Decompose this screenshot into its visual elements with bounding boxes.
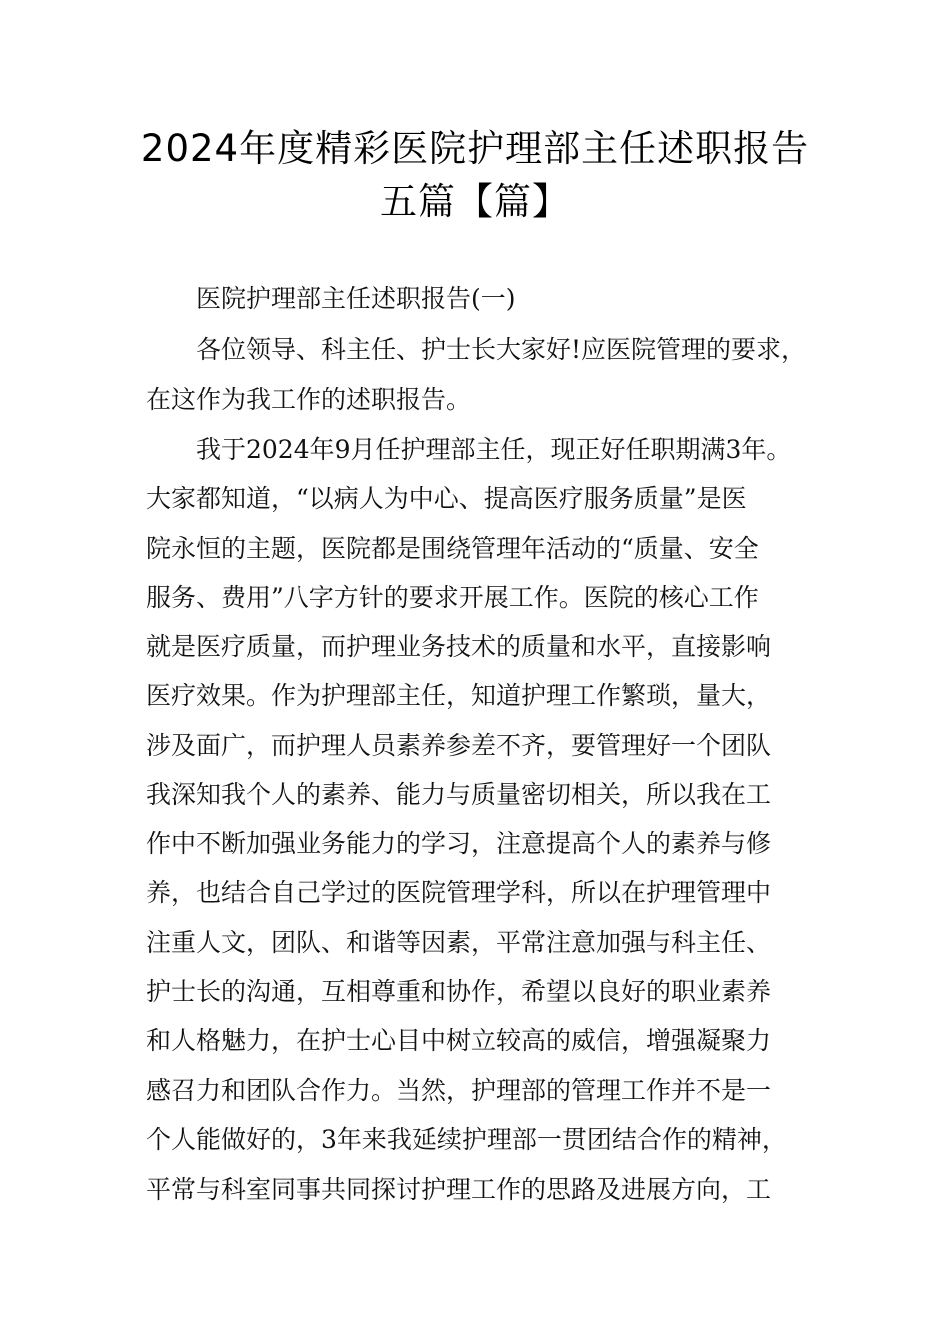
paragraph-line: 和人格魅力，在护士心目中树立较高的威信，增强凝聚力 xyxy=(146,1026,772,1055)
paragraph-line: 作中不断加强业务能力的学习，注意提高个人的素养与修 xyxy=(146,829,772,858)
paragraph-line: 平常与科室同事共同探讨护理工作的思路及进展方向，工 xyxy=(146,1175,772,1204)
paragraph-line: 就是医疗质量，而护理业务技术的质量和水平，直接影响 xyxy=(146,632,772,661)
paragraph-line: 护士长的沟通，互相尊重和协作，希望以良好的职业素养 xyxy=(146,977,772,1006)
paragraph-line: 涉及面广，而护理人员素养参差不齐，要管理好一个团队 xyxy=(146,731,772,760)
paragraph-line: 服务、费用”八字方针的要求开展工作。医院的核心工作 xyxy=(146,583,759,612)
paragraph-line: 注重人文，团队、和谐等因素，平常注意加强与科主任、 xyxy=(146,928,772,957)
document-title-line-1: 2024年度精彩医院护理部主任述职报告 xyxy=(140,127,810,170)
paragraph-line: 医院护理部主任述职报告(一) xyxy=(196,284,516,313)
paragraph-line: 感召力和团队合作力。当然，护理部的管理工作并不是一 xyxy=(146,1076,772,1105)
paragraph-line: 在这作为我工作的述职报告。 xyxy=(146,385,472,414)
paragraph-line: 个人能做好的，3年来我延续护理部一贯团结合作的精神， xyxy=(146,1125,787,1154)
paragraph-line: 院永恒的主题，医院都是围绕管理年活动的“质量、安全 xyxy=(146,534,759,563)
paragraph-line: 我深知我个人的素养、能力与质量密切相关，所以我在工 xyxy=(146,780,772,809)
paragraph-line: 各位领导、科主任、护士长大家好!应医院管理的要求， xyxy=(196,335,807,364)
paragraph-line: 我于2024年9月任护理部主任，现正好任职期满3年。 xyxy=(196,435,792,464)
paragraph-line: 医疗效果。作为护理部主任，知道护理工作繁琐，量大， xyxy=(146,681,772,710)
paragraph-line: 养，也结合自己学过的医院管理学科，所以在护理管理中 xyxy=(146,878,772,907)
paragraph-line: 大家都知道，“以病人为中心、提高医疗服务质量”是医 xyxy=(146,484,747,513)
document-title-line-2: 五篇【篇】 xyxy=(380,180,570,223)
